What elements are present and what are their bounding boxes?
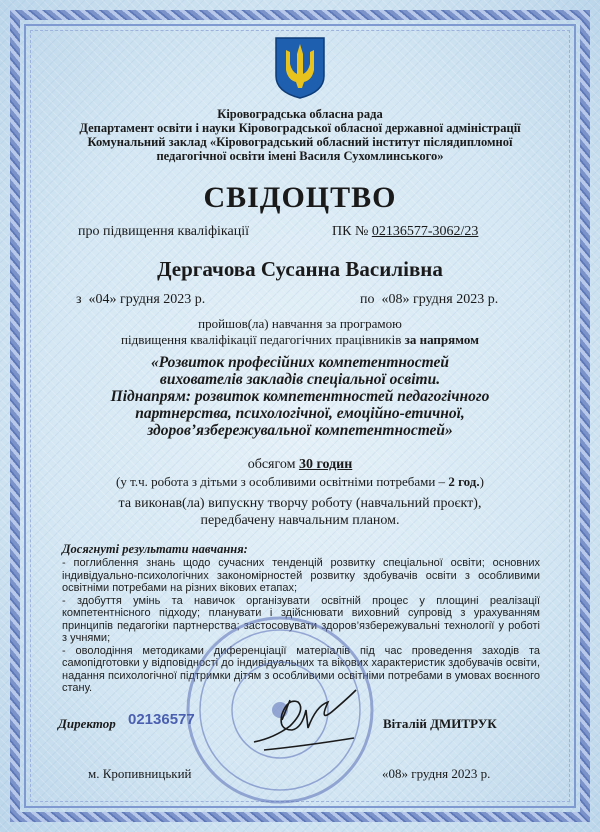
director-name: Віталій ДМИТРУК	[383, 716, 497, 731]
completed-line-1: та виконав(ла) випускну творчу роботу (навчальний проєкт),	[118, 496, 482, 511]
from-date: «04» грудня 2023 р.	[88, 292, 206, 307]
document-title: СВІДОЦТВО	[203, 181, 397, 214]
volume-line	[0, 457, 600, 473]
trident-emblem-icon	[274, 36, 326, 100]
volume-value: 30 годин	[298, 457, 353, 472]
header-institution-cont: педагогічної освіти імені Василя Сухомлинського»	[156, 149, 444, 163]
pk-value: 02136577-3062/23	[371, 224, 479, 239]
city: м. Кропивницький	[88, 766, 192, 781]
pk-number	[332, 224, 478, 240]
volume-note-suffix: )	[479, 474, 484, 489]
date-to	[360, 292, 498, 308]
to-label: по	[360, 292, 375, 307]
result-item: - оволодіння методиками диференціації матеріалів під час проведення заходів та самопідготовки у відповідності до індивідуальних та вікових характеристик здобувачів освіти, надання психологічної підтримки дітям з особливими освітніми потребами в умовах воєнного стану.	[62, 644, 540, 694]
training-line-1: пройшов(ла) навчання за програмою	[198, 316, 402, 331]
subtitle: про підвищення кваліфікації	[78, 224, 249, 239]
header-department: Департамент освіти і науки Кіровоградської обласної державної адміністрації	[79, 121, 521, 135]
program-line-5: здоров’язбережувальної компетентностей»	[147, 422, 453, 439]
training-line-2	[0, 332, 600, 348]
training-bold: за напрямом	[404, 332, 479, 347]
recipient-name: Дергачова Сусанна Василівна	[157, 257, 443, 281]
training-text: підвищення кваліфікації педагогічних працівників	[121, 332, 402, 347]
program-line-1: «Розвиток професійних компетентностей	[151, 354, 449, 371]
date-from	[76, 292, 205, 308]
to-date: «08» грудня 2023 р.	[381, 292, 499, 307]
director-label: Директор	[58, 716, 116, 731]
program-line-3: Піднапрям: розвиток компетентностей педагогічного	[110, 388, 490, 405]
volume-label: обсягом	[247, 457, 296, 472]
issue-date: «08» грудня 2023 р.	[382, 766, 491, 781]
header-institution: Комунальний заклад «Кіровоградський обласний інститут післядипломної	[87, 135, 513, 149]
completed-line-2: передбачену навчальним планом.	[200, 513, 400, 528]
pk-prefix: ПК №	[332, 224, 369, 239]
header-council: Кіровоградська обласна рада	[217, 107, 383, 121]
program-line-2: вихователів закладів спеціальної освіти.	[159, 371, 441, 388]
result-item: - здобуття умінь та навичок організувати освітній процес у площині реалізації компетентнісного підходу; планувати і здійснювати виховний супровід з урахуванням принципів педагогіки партнерства; застосовувати здоров’язбережувальні технології у роботі з учнями;	[62, 594, 540, 644]
stamp-code: 02136577	[128, 711, 195, 728]
volume-note	[0, 474, 600, 490]
results-title: Досягнуті результати навчання:	[62, 542, 248, 556]
from-label: з	[76, 292, 82, 307]
program-line-4: партнерства, психологічної, емоційно-етичної,	[135, 405, 465, 422]
volume-note-prefix: (у т.ч. робота з дітьми з особливими освітніми потребами –	[116, 474, 446, 489]
volume-note-value: 2 год.	[448, 474, 480, 489]
signature-icon	[244, 680, 364, 760]
result-item: - поглиблення знань щодо сучасних тенденцій розвитку спеціальної освіти; основних індивідуально-психологічних закономірностей розвитку здобувачів освіти з особливими освітніми потребами на різних вікових етапах;	[62, 557, 540, 594]
